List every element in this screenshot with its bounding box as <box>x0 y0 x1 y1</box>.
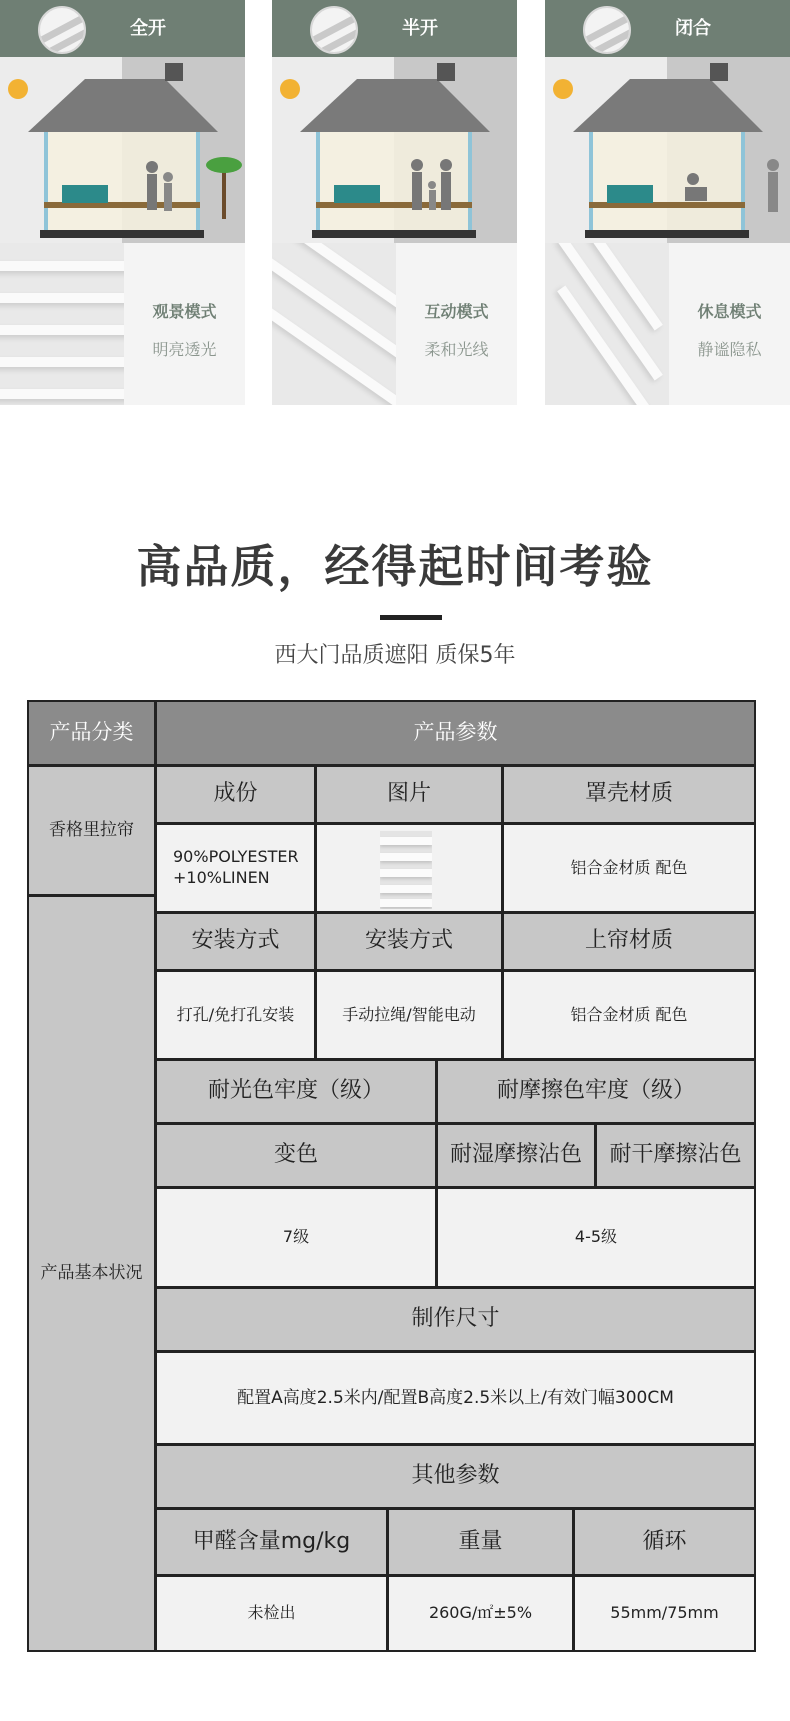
rubfast-value: 4-5级 <box>438 1189 754 1286</box>
mode-name: 休息模式 <box>697 302 762 321</box>
rubfast-label: 耐摩擦色牢度（级） <box>438 1061 754 1122</box>
cycle-label: 循环 <box>575 1510 754 1574</box>
picture-label: 图片 <box>317 767 501 822</box>
color-change-label: 变色 <box>157 1125 435 1186</box>
mode-card-text <box>669 243 790 405</box>
mode-card-open <box>0 0 245 405</box>
mode-card-text <box>396 243 517 405</box>
fabric-swatch-icon <box>310 6 358 54</box>
mode-name: 互动模式 <box>424 302 489 321</box>
mode-card-title: 全开 <box>130 18 166 39</box>
composition-label: 成份 <box>157 767 314 822</box>
install-label: 安装方式 <box>157 914 314 969</box>
dry-rub-label: 耐干摩擦沾色 <box>597 1125 754 1186</box>
size-value: 配置A高度2.5米内/配置B高度2.5米以上/有效门幅300CM <box>157 1353 754 1443</box>
house-illustration <box>0 57 245 243</box>
cover-material-label: 罩壳材质 <box>504 767 754 822</box>
mode-card-header <box>0 0 245 57</box>
spec-table <box>27 700 756 1652</box>
mode-name: 观景模式 <box>152 302 217 321</box>
basic-status-cell: 产品基本状况 <box>29 897 154 1650</box>
mode-card-half <box>272 0 517 405</box>
house-open-icon <box>0 57 245 243</box>
product-name-cell: 香格里拉帘 <box>29 767 154 894</box>
install-value: 手动拉绳/智能电动 <box>317 972 501 1058</box>
house-illustration <box>272 57 517 243</box>
mode-card-text <box>124 243 245 405</box>
house-illustration <box>545 57 790 243</box>
mode-card-title: 闭合 <box>675 18 711 39</box>
fabric-half-photo <box>272 243 396 405</box>
mode-card-header <box>272 0 517 57</box>
formaldehyde-value: 未检出 <box>157 1577 386 1650</box>
weight-value: 260G/㎡±5% <box>389 1577 572 1650</box>
formaldehyde-label: 甲醛含量mg/kg <box>157 1510 386 1574</box>
upper-material-value: 铝合金材质 配色 <box>504 972 754 1058</box>
cycle-value: 55mm/75mm <box>575 1577 754 1650</box>
size-label: 制作尺寸 <box>157 1289 754 1350</box>
fabric-closed-photo <box>545 243 669 405</box>
install-value: 打孔/免打孔安装 <box>157 972 314 1058</box>
house-half-icon <box>272 57 517 243</box>
col-header-category: 产品分类 <box>29 702 154 764</box>
headline-divider <box>380 615 442 620</box>
upper-material-label: 上帘材质 <box>504 914 754 969</box>
wet-rub-label: 耐湿摩擦沾色 <box>438 1125 594 1186</box>
mode-description: 柔和光线 <box>424 340 489 359</box>
lightfast-label: 耐光色牢度（级） <box>157 1061 435 1122</box>
section-headline: 高品质，经得起时间考验 <box>136 540 654 593</box>
mode-card-title: 半开 <box>402 18 438 39</box>
picture-cell <box>317 825 501 911</box>
other-params-label: 其他参数 <box>157 1446 754 1507</box>
install-label: 安装方式 <box>317 914 501 969</box>
mode-card-header <box>545 0 790 57</box>
fabric-swatch-icon <box>583 6 631 54</box>
fabric-open-photo <box>0 243 124 405</box>
mode-card-closed <box>545 0 790 405</box>
col-header-params: 产品参数 <box>157 702 754 764</box>
weight-label: 重量 <box>389 1510 572 1574</box>
composition-value: 90%POLYESTER +10%LINEN <box>157 825 314 911</box>
lightfast-value: 7级 <box>157 1189 435 1286</box>
fabric-swatch-icon <box>38 6 86 54</box>
section-subline: 西大门品质遮阳 质保5年 <box>274 643 516 668</box>
house-closed-icon <box>545 57 790 243</box>
mode-description: 静谧隐私 <box>697 340 762 359</box>
cover-material-value: 铝合金材质 配色 <box>504 825 754 911</box>
product-thumbnail <box>380 831 432 909</box>
mode-description: 明亮透光 <box>152 340 217 359</box>
